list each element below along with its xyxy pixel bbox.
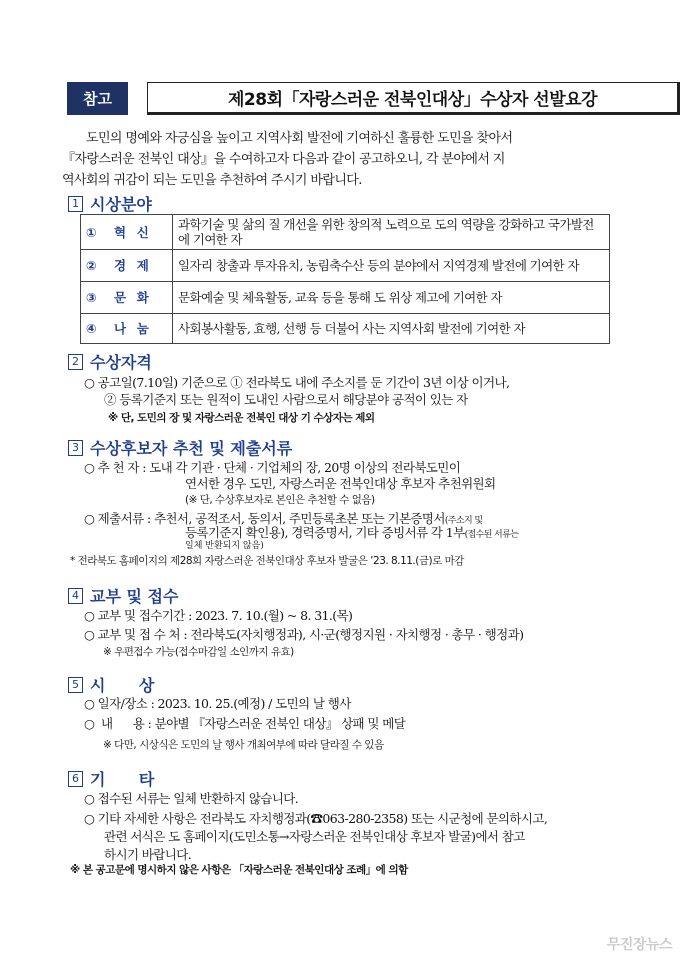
section-number: 5 [68,677,83,693]
category-description: 과학기술 및 삶의 질 개선을 위한 창의적 노력으로 도의 역량을 강화하고 국가발전에 기여한 자 [173,215,610,250]
section-title: 시상분야 [90,195,152,214]
misc-line-4: 하시기 바랍니다. [104,847,192,862]
documents-line-3: 일체 반환되지 않음) [185,541,264,551]
misc-line-1: ○ 접수된 서류는 일체 반환하지 않습니다. [84,791,299,806]
category-row [81,314,610,344]
category-number: ① [86,224,96,240]
section-title: 수상후보자 추천 및 제출서류 [90,439,293,458]
category-number: ③ [86,290,96,305]
section-title: 수상자격 [90,353,152,372]
misc-line-2: ○ 기타 자세한 사항은 전라북도 자치행정과(☎063-280-2358) 또는 시군청에 문의하시고, [84,811,548,826]
deadline-note: * 전라북도 홈페이지의 제28회 자랑스러운 전북인대상 후보자 발굴은 ’23. 8.11.(금)로 마감 [70,555,464,567]
category-name: 경 제 [114,258,149,273]
period-line: ○ 교부 및 접수기간 : 2023. 7. 10.(월) ~ 8. 31.(목) [84,608,353,623]
category-description: 일자리 창출과 투자유치, 농림축수산 등의 분야에서 지역경제 발전에 기여한 자 [173,250,610,282]
reference-badge: 참고 [67,82,128,115]
section-4-heading [68,584,178,607]
documents-subnote: (접수된 서류는 [464,530,519,540]
section-title: 교부 및 접수 [90,587,179,606]
watermark-logo: 무진장뉴스 [606,937,672,953]
category-name: 혁 신 [114,224,149,240]
section-title: 기 타 [90,770,155,789]
eligibility-line-1: ○ 공고일(7.10일) 기준으로 ① 전라북도 내에 주소지를 둔 기간이 3년 이상 이거나, [84,375,510,390]
documents-subnote: (주소지 및 [444,516,483,526]
award-categories-table [80,214,610,344]
category-number: ② [86,258,96,273]
section-number: 6 [68,771,83,787]
section-number: 4 [68,588,83,604]
page-title: 제28회「자랑스러운 전북인대상」수상자 선발요강 [147,82,680,115]
section-title: 시 상 [90,676,155,695]
office-line: ○ 교부 및 접 수 처 : 전라북도(자치행정과), 시·군(행정지원 · 자치행정 · 총무 · 행정과) [84,627,524,642]
section-1-heading [68,192,152,215]
intro-paragraph [62,128,622,191]
category-row [81,215,610,250]
footer-note: ※ 본 공고문에 명시하지 않은 사항은 「자랑스러운 전북인대상 조례」에 의함 [70,864,408,876]
section-5-heading [68,673,154,696]
category-description: 문화예술 및 체육활동, 교육 등을 통해 도 위상 제고에 기여한 자 [173,282,610,314]
recommender-line-2: 연서한 경우 도민, 자랑스러운 전북인대상 후보자 추천위원회 [185,476,496,491]
recommender-line-1: ○ 추 천 자 : 도내 각 기관 · 단체 · 기업체의 장, 20명 이상의 전라북도민이 [84,460,461,475]
intro-line-3: 역사회의 귀감이 되는 도민을 추천하여 주시기 바랍니다. [62,173,362,188]
eligibility-note: ※ 단, 도민의 장 및 자랑스러운 전북인 대상 기 수상자는 제외 [108,412,375,424]
category-row [81,282,610,314]
category-name: 나 눔 [114,321,149,336]
category-number: ④ [86,321,96,336]
section-number: 2 [68,354,83,370]
category-row [81,250,610,282]
section-2-heading [68,350,152,373]
intro-line-1: 도민의 명예와 자긍심을 높이고 지역사회 발전에 기여하신 훌륭한 도민을 찾아서 [86,131,513,146]
documents-text: ○ 제출서류 : 추천서, 공적조서, 동의서, 주민등록초본 또는 기본증명서 [84,511,445,526]
category-name: 문 화 [114,290,149,305]
ceremony-note: ※ 다만, 시상식은 도민의 날 행사 개최여부에 따라 달라질 수 있음 [103,739,384,751]
date-place-line: ○ 일자/장소 : 2023. 10. 25.(예정) / 도민의 날 행사 [84,696,351,711]
section-number: 3 [68,440,83,456]
section-3-heading [68,436,292,459]
section-number: 1 [68,196,83,212]
documents-text: 등록기준지 확인용), 경력증명서, 기타 증빙서류 각 1부 [185,525,465,540]
intro-line-2: 『자랑스러운 전북인 대상』을 수여하고자 다음과 같이 공고하오니, 각 분야에서 지 [62,152,505,167]
misc-line-3: 관련 서식은 도 홈페이지(도민소통→자랑스러운 전북인대상 후보자 발굴)에서 참고 [104,829,525,844]
recommender-note: (※ 단, 수상후보자로 본인은 추천할 수 없음) [185,494,375,506]
section-6-heading [68,767,154,790]
mail-note: ※ 우편접수 가능(접수마감일 소인까지 유효) [103,646,294,658]
content-line: ○ 내 용 : 분야별 『자랑스러운 전북인 대상』 상패 및 메달 [84,716,406,731]
eligibility-line-2: ② 등록기준지 또는 원적이 도내인 사람으로서 해당분야 공적이 있는 자 [104,392,468,407]
category-description: 사회봉사활동, 효행, 선행 등 더불어 사는 지역사회 발전에 기여한 자 [173,314,610,344]
